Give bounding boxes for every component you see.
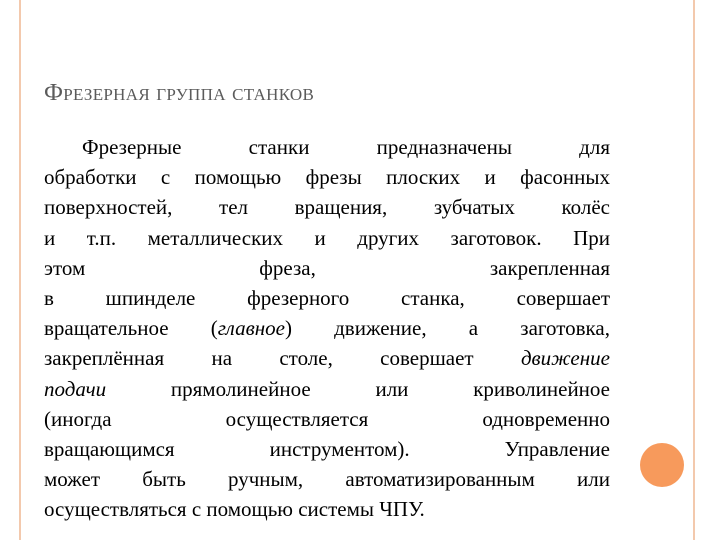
- text-segment: может быть ручным, автоматизированным или: [44, 467, 610, 492]
- slide-body-paragraph: [44, 132, 610, 524]
- frame-line-right: [693, 0, 695, 540]
- text-segment: вращающимся инструментом). Управление: [44, 436, 610, 461]
- paragraph-line: [44, 464, 610, 494]
- text-segment: в шпинделе фрезерного станка, совершает: [44, 285, 610, 310]
- text-segment: Фрезерные станки предназначены для: [82, 135, 610, 159]
- paragraph-line: [44, 374, 610, 404]
- paragraph-line: [44, 132, 610, 162]
- text-segment: закреплённая на столе, совершает: [44, 346, 521, 371]
- italic-term: главное: [217, 316, 285, 341]
- text-segment: (иногда осуществляется одновременно: [44, 406, 610, 431]
- text-segment: и т.п. металлических и других заготовок. При: [44, 225, 610, 250]
- italic-term: подачи: [44, 376, 107, 401]
- paragraph-line: [44, 343, 610, 373]
- text-segment: вращательное (: [44, 316, 218, 341]
- italic-term: движение: [520, 346, 610, 371]
- decorative-circle: [640, 443, 684, 487]
- paragraph-line: [44, 404, 610, 434]
- text-segment: осуществляться с помощью системы ЧПУ.: [44, 497, 425, 522]
- paragraph-line: [44, 223, 610, 253]
- paragraph-line: [44, 434, 610, 464]
- paragraph-line: [44, 162, 610, 192]
- slide-title: Фрезерная группа станков: [44, 80, 315, 106]
- paragraph-line: [44, 253, 610, 283]
- text-segment: прямолинейное или криволинейное: [106, 376, 610, 401]
- frame-line-left: [19, 0, 21, 540]
- text-segment: этом фреза, закрепленная: [44, 255, 610, 280]
- paragraph-line: [44, 494, 610, 524]
- paragraph-line: [44, 283, 610, 313]
- paragraph-line: [44, 313, 610, 343]
- text-segment: ) движение, а заготовка,: [284, 316, 610, 341]
- text-segment: обработки с помощью фрезы плоских и фасонных: [44, 165, 610, 190]
- paragraph-line: [44, 192, 610, 222]
- text-segment: поверхностей, тел вращения, зубчатых колёс: [44, 195, 610, 220]
